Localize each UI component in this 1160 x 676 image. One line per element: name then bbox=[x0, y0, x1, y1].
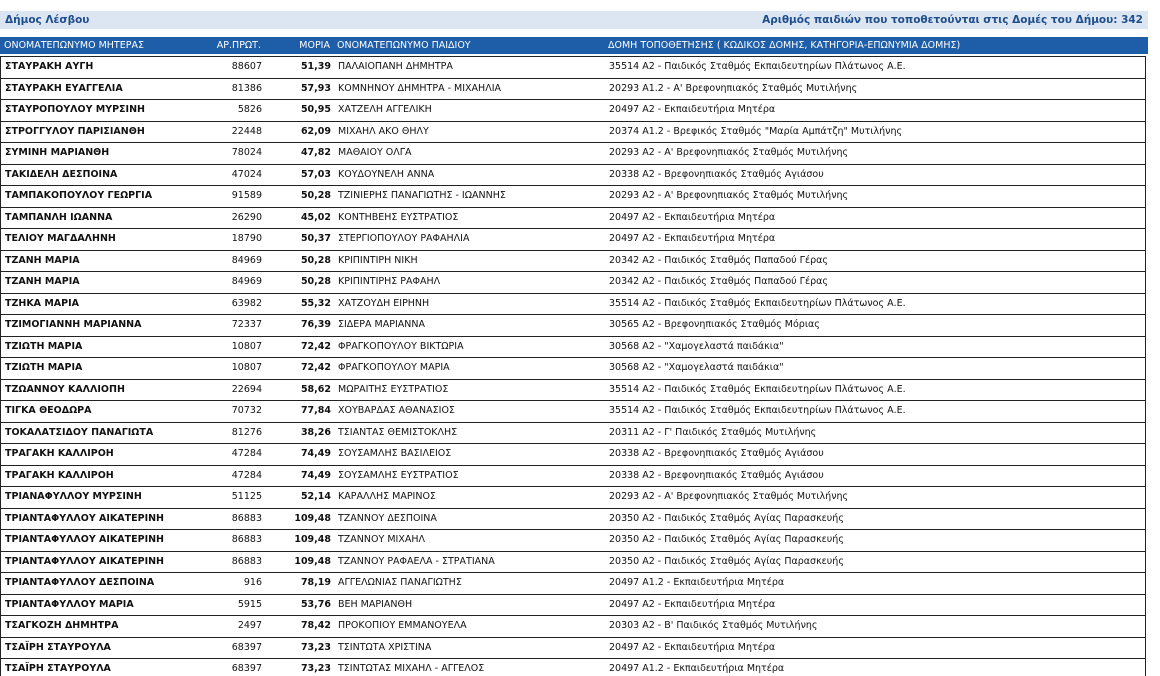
structure-cell: 20338 Α2 - Βρεφονηπιακός Σταθμός Αγιάσου bbox=[609, 168, 824, 180]
child-name-cell: ΠΑΛΑΙΟΠΑΝΗ ΔΗΜΗΤΡΑ bbox=[338, 61, 453, 72]
structure-cell: 20293 Α2 - Α' Βρεφονηπιακός Σταθμός Μυτιλήνης bbox=[609, 190, 849, 201]
table-row bbox=[1, 380, 1145, 402]
table-row bbox=[1, 401, 1145, 423]
child-name-cell: ΦΡΑΓΚΟΠΟΥΛΟΥ ΒΙΚΤΩΡΙΑ bbox=[338, 340, 464, 352]
score-cell: 77,84 bbox=[300, 405, 331, 416]
score-cell: 62,09 bbox=[300, 125, 331, 137]
score-cell: 58,62 bbox=[300, 383, 331, 395]
child-name-cell: ΣΟΥΣΑΜΛΗΣ ΕΥΣΤΡΑΤΙΟΣ bbox=[338, 469, 459, 481]
structure-cell: 30568 Α2 - "Χαμογελαστά παιδάκια" bbox=[609, 340, 784, 352]
mother-name-cell: ΣΤΑΥΡΑΚΗ ΑΥΓΗ bbox=[5, 61, 94, 72]
table-row bbox=[1, 509, 1145, 531]
mother-name-cell: ΤΟΚΑΛΑΤΣΙΔΟΥ ΠΑΝΑΓΙΩΤΑ bbox=[5, 426, 154, 438]
table-row bbox=[1, 487, 1145, 509]
mother-name-cell: ΤΖΙΩΤΗ ΜΑΡΙΑ bbox=[5, 362, 83, 373]
mother-name-cell: ΤΡΙΑΝΤΑΦΥΛΛΟΥ ΑΙΚΑΤΕΡΙΝΗ bbox=[5, 555, 165, 567]
structure-cell: 30565 Α2 - Βρεφονηπιακός Σταθμός Μόριας bbox=[609, 319, 820, 330]
protocol-number-cell: 51125 bbox=[231, 491, 262, 502]
table-row bbox=[1, 552, 1145, 574]
header-child: ΟΝΟΜΑΤΕΠΩΝΥΜΟ ΠΑΙΔΙΟΥ bbox=[337, 40, 471, 51]
mother-name-cell: ΤΑΜΠΑΚΟΠΟΥΛΟΥ ΓΕΩΡΓΙΑ bbox=[5, 190, 153, 201]
child-name-cell: ΚΡΙΠΙΝΤΙΡΗΣ ΡΑΦΑΗΛ bbox=[338, 276, 441, 287]
child-name-cell: ΒΕΗ ΜΑΡΙΑΝΘΗ bbox=[338, 598, 413, 610]
structure-cell: 35514 Α2 - Παιδικός Σταθμός Εκπαιδευτηρίων Πλάτωνος Α.Ε. bbox=[609, 383, 906, 395]
header-structure: ΔΟΜΗ ΤΟΠΟΘΕΤΗΣΗΣ ( ΚΩΔΙΚΟΣ ΔΟΜΗΣ, ΚΑΤΗΓΟΡΙΑ-ΕΠΩΝΥΜΙΑ ΔΟΜΗΣ) bbox=[608, 40, 961, 51]
protocol-number-cell: 10807 bbox=[231, 340, 262, 352]
structure-cell: 30568 Α2 - "Χαμογελαστά παιδάκια" bbox=[609, 362, 784, 373]
score-cell: 55,32 bbox=[300, 297, 331, 309]
protocol-number-cell: 5826 bbox=[237, 104, 262, 115]
score-cell: 47,82 bbox=[300, 147, 331, 158]
table-row bbox=[1, 143, 1145, 165]
structure-cell: 20338 Α2 - Βρεφονηπιακός Σταθμός Αγιάσου bbox=[609, 448, 824, 459]
structure-cell: 20350 Α2 - Παιδικός Σταθμός Αγίας Παρασκευής bbox=[609, 512, 844, 524]
protocol-number-cell: 86883 bbox=[231, 512, 262, 524]
child-name-cell: ΧΟΥΒΑΡΔΑΣ ΑΘΑΝΑΣΙΟΣ bbox=[338, 405, 455, 416]
mother-name-cell: ΤΖΑΝΗ ΜΑΡΙΑ bbox=[5, 276, 80, 287]
table-row bbox=[1, 229, 1145, 251]
score-cell: 50,28 bbox=[300, 276, 331, 287]
protocol-number-cell: 81386 bbox=[231, 82, 262, 94]
mother-name-cell: ΤΙΓΚΑ ΘΕΟΔΩΡΑ bbox=[5, 405, 92, 416]
mother-name-cell: ΣΤΑΥΡΑΚΗ ΕΥΑΓΓΕΛΙΑ bbox=[5, 82, 123, 94]
protocol-number-cell: 10807 bbox=[231, 362, 262, 373]
protocol-number-cell: 72337 bbox=[231, 319, 262, 330]
table-row bbox=[1, 530, 1145, 552]
protocol-number-cell: 86883 bbox=[231, 534, 262, 545]
mother-name-cell: ΤΡΙΑΝΑΦΥΛΛΟΥ ΜΥΡΣΙΝΗ bbox=[5, 491, 142, 502]
score-cell: 76,39 bbox=[300, 319, 331, 330]
mother-name-cell: ΤΑΜΠΑΝΛΗ ΙΩΑΝΝΑ bbox=[5, 211, 113, 223]
protocol-number-cell: 68397 bbox=[231, 663, 262, 674]
structure-cell: 20311 Α2 - Γ' Παιδικός Σταθμός Μυτιλήνης bbox=[609, 426, 817, 438]
score-cell: 72,42 bbox=[300, 362, 331, 373]
protocol-number-cell: 70732 bbox=[231, 405, 262, 416]
child-name-cell: ΧΑΤΖΕΛΗ ΑΓΓΕΛΙΚΗ bbox=[338, 104, 432, 115]
child-name-cell: ΣΙΔΕΡΑ ΜΑΡΙΑΝΝΑ bbox=[338, 319, 425, 330]
score-cell: 50,28 bbox=[300, 254, 331, 266]
table-header bbox=[0, 37, 1148, 54]
child-name-cell: ΜΑΘΑΙΟΥ ΟΛΓΑ bbox=[338, 147, 412, 158]
score-cell: 50,95 bbox=[300, 104, 331, 115]
header-protocol: ΑΡ.ΠΡΩΤ. bbox=[216, 40, 261, 51]
structure-cell: 20497 Α1.2 - Εκπαιδευτήρια Μητέρα bbox=[609, 577, 785, 588]
structure-cell: 35514 Α2 - Παιδικός Σταθμός Εκπαιδευτηρίων Πλάτωνος Α.Ε. bbox=[609, 297, 906, 309]
score-cell: 38,26 bbox=[300, 426, 331, 438]
score-cell: 109,48 bbox=[294, 512, 331, 524]
table-row bbox=[1, 294, 1145, 316]
table-row bbox=[1, 100, 1145, 122]
structure-cell: 20497 Α2 - Εκπαιδευτήρια Μητέρα bbox=[609, 598, 776, 610]
score-cell: 50,37 bbox=[300, 233, 331, 244]
table-row bbox=[1, 315, 1145, 337]
mother-name-cell: ΤΡΑΓΑΚΗ ΚΑΛΛΙΡΟΗ bbox=[5, 469, 114, 481]
mother-name-cell: ΤΑΚΙΔΕΛΗ ΔΕΣΠΟΙΝΑ bbox=[5, 168, 118, 180]
protocol-number-cell: 91589 bbox=[231, 190, 262, 201]
child-name-cell: ΣΟΥΣΑΜΛΗΣ ΒΑΣΙΛΕΙΟΣ bbox=[338, 448, 452, 459]
protocol-number-cell: 26290 bbox=[231, 211, 262, 223]
structure-cell: 20497 Α2 - Εκπαιδευτήρια Μητέρα bbox=[609, 104, 776, 115]
mother-name-cell: ΤΡΙΑΝΤΑΦΥΛΛΟΥ ΜΑΡΙΑ bbox=[5, 598, 134, 610]
child-name-cell: ΜΙΧΑΗΛ ΑΚΟ ΘΗΛΥ bbox=[338, 125, 429, 137]
structure-cell: 20497 Α2 - Εκπαιδευτήρια Μητέρα bbox=[609, 233, 776, 244]
score-cell: 51,39 bbox=[300, 61, 331, 72]
table-row bbox=[1, 638, 1145, 660]
child-name-cell: ΤΖΑΝΝΟΥ ΔΕΣΠΟΙΝΑ bbox=[338, 512, 437, 524]
child-name-cell: ΤΖΑΝΝΟΥ ΜΙΧΑΗΛ bbox=[338, 534, 425, 545]
protocol-number-cell: 22448 bbox=[231, 125, 262, 137]
mother-name-cell: ΤΡΙΑΝΤΑΦΥΛΛΟΥ ΑΙΚΑΤΕΡΙΝΗ bbox=[5, 534, 165, 545]
child-name-cell: ΚΡΙΠΙΝΤΙΡΗ ΝΙΚΗ bbox=[338, 254, 418, 266]
table-row bbox=[1, 79, 1145, 101]
protocol-number-cell: 63982 bbox=[231, 297, 262, 309]
header-mother: ΟΝΟΜΑΤΕΠΩΝΥΜΟ ΜΗΤΕΡΑΣ bbox=[4, 40, 144, 51]
table-row bbox=[1, 337, 1145, 359]
structure-cell: 20293 Α1.2 - Α' Βρεφονηπιακός Σταθμός Μυτιλήνης bbox=[609, 82, 858, 94]
mother-name-cell: ΤΖΑΝΗ ΜΑΡΙΑ bbox=[5, 254, 80, 266]
structure-cell: 20497 Α2 - Εκπαιδευτήρια Μητέρα bbox=[609, 211, 776, 223]
structure-cell: 20293 Α2 - Α' Βρεφονηπιακός Σταθμός Μυτιλήνης bbox=[609, 491, 849, 502]
child-name-cell: ΤΣΙΝΤΩΤΑΣ ΜΙΧΑΗΛ - ΑΓΓΕΛΟΣ bbox=[338, 663, 485, 674]
score-cell: 72,42 bbox=[300, 340, 331, 352]
structure-cell: 20497 Α1.2 - Εκπαιδευτήρια Μητέρα bbox=[609, 663, 785, 674]
score-cell: 73,23 bbox=[300, 641, 331, 653]
mother-name-cell: ΣΤΡΟΓΓΥΛΟΥ ΠΑΡΙΣΙΑΝΘΗ bbox=[5, 125, 145, 137]
protocol-number-cell: 5915 bbox=[237, 598, 262, 610]
protocol-number-cell: 78024 bbox=[231, 147, 262, 158]
child-name-cell: ΚΑΡΑΛΛΗΣ ΜΑΡΙΝΟΣ bbox=[338, 491, 436, 502]
protocol-number-cell: 84969 bbox=[231, 276, 262, 287]
score-cell: 57,03 bbox=[300, 168, 331, 180]
table-row bbox=[1, 208, 1145, 230]
child-name-cell: ΚΟΜΝΗΝΟΥ ΔΗΜΗΤΡΑ - ΜΙΧΑΗΛΙΑ bbox=[338, 82, 501, 94]
score-cell: 52,14 bbox=[300, 491, 331, 502]
mother-name-cell: ΤΖΩΑΝΝΟΥ ΚΑΛΛΙΟΠΗ bbox=[5, 383, 125, 395]
child-name-cell: ΧΑΤΖΟΥΔΗ ΕΙΡΗΝΗ bbox=[338, 297, 430, 309]
score-cell: 50,28 bbox=[300, 190, 331, 201]
score-cell: 78,42 bbox=[300, 620, 331, 631]
table-row bbox=[1, 466, 1145, 488]
child-name-cell: ΚΟΝΤΗΒΕΗΣ ΕΥΣΤΡΑΤΙΟΣ bbox=[338, 211, 459, 223]
structure-cell: 20350 Α2 - Παιδικός Σταθμός Αγίας Παρασκευής bbox=[609, 534, 844, 545]
structure-cell: 35514 Α2 - Παιδικός Σταθμός Εκπαιδευτηρίων Πλάτωνος Α.Ε. bbox=[609, 405, 906, 416]
child-name-cell: ΤΣΙΝΤΩΤΑ ΧΡΙΣΤΙΝΑ bbox=[338, 641, 432, 653]
child-name-cell: ΤΖΑΝΝΟΥ ΡΑΦΑΕΛΑ - ΣΤΡΑΤΙΑΝΑ bbox=[338, 555, 495, 567]
mother-name-cell: ΤΡΙΑΝΤΑΦΥΛΛΟΥ ΔΕΣΠΟΙΝΑ bbox=[5, 577, 155, 588]
mother-name-cell: ΤΣΑΓΚΟΖΗ ΔΗΜΗΤΡΑ bbox=[5, 620, 119, 631]
child-name-cell: ΜΩΡΑΙΤΗΣ ΕΥΣΤΡΑΤΙΟΣ bbox=[338, 383, 449, 395]
placement-summary: Αριθμός παιδιών που τοποθετούνται στις Δομές του Δήμου: 342 bbox=[762, 14, 1143, 26]
mother-name-cell: ΤΣΑΪΡΗ ΣΤΑΥΡΟΥΛΑ bbox=[5, 663, 111, 674]
table-row bbox=[1, 358, 1145, 380]
score-cell: 109,48 bbox=[294, 555, 331, 567]
structure-cell: 20350 Α2 - Παιδικός Σταθμός Αγίας Παρασκευής bbox=[609, 555, 844, 567]
child-name-cell: ΠΡΟΚΟΠΙΟΥ ΕΜΜΑΝΟΥΕΛΑ bbox=[338, 620, 467, 631]
protocol-number-cell: 88607 bbox=[231, 61, 262, 72]
child-name-cell: ΤΖΙΝΙΕΡΗΣ ΠΑΝΑΓΙΩΤΗΣ - ΙΩΑΝΝΗΣ bbox=[338, 190, 506, 201]
mother-name-cell: ΤΡΙΑΝΤΑΦΥΛΛΟΥ ΑΙΚΑΤΕΡΙΝΗ bbox=[5, 512, 165, 524]
protocol-number-cell: 22694 bbox=[231, 383, 262, 395]
table-row bbox=[1, 444, 1145, 466]
table-row bbox=[1, 423, 1145, 445]
mother-name-cell: ΤΖΙΩΤΗ ΜΑΡΙΑ bbox=[5, 340, 83, 352]
mother-name-cell: ΤΕΛΙΟΥ ΜΑΓΔΑΛΗΝΗ bbox=[5, 233, 116, 244]
score-cell: 57,93 bbox=[300, 82, 331, 94]
structure-cell: 20303 Α2 - Β' Παιδικός Σταθμός Μυτιλήνης bbox=[609, 620, 818, 631]
protocol-number-cell: 86883 bbox=[231, 555, 262, 567]
header-score: ΜΟΡΙΑ bbox=[299, 40, 330, 51]
score-cell: 53,76 bbox=[300, 598, 331, 610]
placements-table bbox=[0, 56, 1146, 676]
table-row bbox=[1, 659, 1145, 676]
mother-name-cell: ΣΥΜΙΝΗ ΜΑΡΙΑΝΘΗ bbox=[5, 147, 110, 158]
protocol-number-cell: 84969 bbox=[231, 254, 262, 266]
score-cell: 45,02 bbox=[300, 211, 331, 223]
table-row bbox=[1, 122, 1145, 144]
child-name-cell: ΤΣΙΑΝΤΑΣ ΘΕΜΙΣΤΟΚΛΗΣ bbox=[338, 426, 458, 438]
score-cell: 74,49 bbox=[300, 469, 331, 481]
protocol-number-cell: 47284 bbox=[231, 448, 262, 459]
table-row bbox=[1, 595, 1145, 617]
score-cell: 74,49 bbox=[300, 448, 331, 459]
score-cell: 78,19 bbox=[300, 577, 331, 588]
mother-name-cell: ΤΖΙΜΟΓΙΑΝΝΗ ΜΑΡΙΑΝΝΑ bbox=[5, 319, 142, 330]
protocol-number-cell: 2497 bbox=[237, 620, 262, 631]
table-row bbox=[1, 272, 1145, 294]
child-name-cell: ΚΟΥΔΟΥΝΕΛΗ ΑΝΝΑ bbox=[338, 168, 435, 180]
child-name-cell: ΦΡΑΓΚΟΠΟΥΛΟΥ ΜΑΡΙΑ bbox=[338, 362, 450, 373]
structure-cell: 20293 Α2 - Α' Βρεφονηπιακός Σταθμός Μυτιλήνης bbox=[609, 147, 849, 158]
table-row bbox=[1, 57, 1145, 79]
protocol-number-cell: 18790 bbox=[231, 233, 262, 244]
municipality-banner bbox=[0, 11, 1148, 29]
child-name-cell: ΣΤΕΡΓΙΟΠΟΥΛΟΥ ΡΑΦΑΗΛΙΑ bbox=[338, 233, 470, 244]
protocol-number-cell: 47284 bbox=[231, 469, 262, 481]
structure-cell: 20374 Α1.2 - Βρεφικός Σταθμός "Μαρία Αμπάτζη" Μυτιλήνης bbox=[609, 125, 903, 137]
mother-name-cell: ΤΡΑΓΑΚΗ ΚΑΛΛΙΡΟΗ bbox=[5, 448, 114, 459]
table-row bbox=[1, 186, 1145, 208]
score-cell: 109,48 bbox=[294, 534, 331, 545]
table-row bbox=[1, 165, 1145, 187]
structure-cell: 20338 Α2 - Βρεφονηπιακός Σταθμός Αγιάσου bbox=[609, 469, 824, 481]
child-name-cell: ΑΓΓΕΛΩΝΙΑΣ ΠΑΝΑΓΙΩΤΗΣ bbox=[338, 577, 462, 588]
mother-name-cell: ΤΖΗΚΑ ΜΑΡΙΑ bbox=[5, 297, 79, 309]
table-row bbox=[1, 573, 1145, 595]
mother-name-cell: ΤΣΑΪΡΗ ΣΤΑΥΡΟΥΛΑ bbox=[5, 641, 111, 653]
protocol-number-cell: 916 bbox=[243, 577, 262, 588]
score-cell: 73,23 bbox=[300, 663, 331, 674]
protocol-number-cell: 81276 bbox=[231, 426, 262, 438]
protocol-number-cell: 68397 bbox=[231, 641, 262, 653]
structure-cell: 20342 Α2 - Παιδικός Σταθμός Παπαδού Γέρας bbox=[609, 254, 828, 266]
mother-name-cell: ΣΤΑΥΡΟΠΟΥΛΟΥ ΜΥΡΣΙΝΗ bbox=[5, 104, 145, 115]
table-row bbox=[1, 251, 1145, 273]
table-row bbox=[1, 616, 1145, 638]
municipality-name: Δήμος Λέσβου bbox=[5, 14, 90, 26]
structure-cell: 35514 Α2 - Παιδικός Σταθμός Εκπαιδευτηρίων Πλάτωνος Α.Ε. bbox=[609, 61, 906, 72]
protocol-number-cell: 47024 bbox=[231, 168, 262, 180]
structure-cell: 20497 Α2 - Εκπαιδευτήρια Μητέρα bbox=[609, 641, 776, 653]
structure-cell: 20342 Α2 - Παιδικός Σταθμός Παπαδού Γέρας bbox=[609, 276, 828, 287]
